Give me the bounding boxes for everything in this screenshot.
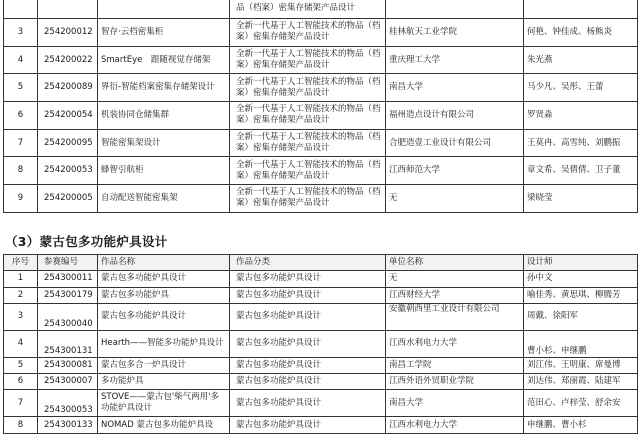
header-unit: 单位名称 [386,255,524,271]
cell-category: 蒙古包多功能炉具设计 [230,417,386,433]
cell-code [38,0,98,19]
cell-designer: 曹小杉、申继鹏 [524,330,638,357]
cell-category: 全新一代基于人工智能技术的物品（档案）密集存储架产品设计 [230,46,386,74]
cell-category: 蒙古包多功能炉具设计 [230,374,386,390]
cell-no: 6 [4,102,38,130]
cell-work: 智存·云档密集柜 [98,19,230,47]
cell-category: 蒙古包多功能炉具设计 [230,390,386,417]
cell-work: 机装协同仓储集群 [98,102,230,130]
cell-work: 蜂智引航柜 [98,157,230,185]
header-designer: 设计师 [524,255,638,271]
cell-work: 蒙古包多合一炉具设计 [98,357,230,373]
cell-code: 254300133 [38,417,98,433]
cell-work: STOVE——蒙古包'柴气两用'多功能炉具设计 [98,390,230,417]
cell-work: 自动配送智能密集架 [98,185,230,213]
cell-no: 9 [4,185,38,213]
table-row [4,357,638,373]
cell-category: 品（档案）密集存储架产品设计 [230,0,386,19]
cell-work [98,0,230,19]
table-header-row [4,255,638,271]
cell-no: 8 [4,157,38,185]
table-row [4,374,638,390]
cell-designer: 章文希、吴倩倩、卫子董 [524,157,638,185]
cell-no: 3 [4,303,38,330]
cell-designer [524,0,638,19]
cell-unit: 南昌大学 [386,390,524,417]
cell-designer: 何艳、钟佳成、杨熊炎 [524,19,638,47]
table-awards-part2 [3,254,638,434]
cell-designer: 申继鹏、曹小杉 [524,417,638,433]
cell-unit: 江西师范大学 [386,157,524,185]
cell-designer: 王莫冉、高雪纯、刘鹏振 [524,129,638,157]
cell-code: 254200054 [38,102,98,130]
cell-unit: 安徽朝西里工业设计有限公司 [386,303,524,330]
cell-work: 智能密集架设计 [98,129,230,157]
table-row [4,185,638,213]
cell-no: 6 [4,374,38,390]
table-awards-part1 [3,0,638,213]
cell-unit: 江西财经大学 [386,287,524,303]
cell-no: 4 [4,330,38,357]
cell-no: 7 [4,390,38,417]
cell-designer: 孙中文 [524,271,638,287]
cell-unit: 江西外语外贸职业学院 [386,374,524,390]
cell-no: 5 [4,74,38,102]
cell-code: 254200089 [38,74,98,102]
cell-code: 254300007 [38,374,98,390]
cell-designer: 罗贤淼 [524,102,638,130]
table-row [4,102,638,130]
cell-no: 4 [4,46,38,74]
cell-no: 5 [4,357,38,373]
cell-code: 254300131 [38,330,98,357]
cell-code: 254200005 [38,185,98,213]
header-work: 作品名称 [98,255,230,271]
cell-category: 全新一代基于人工智能技术的物品（档案）密集存储架产品设计 [230,157,386,185]
table-row [4,0,638,19]
cell-unit: 无 [386,185,524,213]
table-row [4,417,638,433]
cell-work: 蒙古包多功能炉具设计 [98,303,230,330]
cell-code: 254200053 [38,157,98,185]
cell-category: 全新一代基于人工智能技术的物品（档案）密集存储架产品设计 [230,74,386,102]
cell-work: 蒙古包多功能炉具设计 [98,271,230,287]
cell-work: 多功能炉具 [98,374,230,390]
cell-designer: 马少凡、吴彤、王蕾 [524,74,638,102]
cell-no: 7 [4,129,38,157]
cell-work: 界衍-智能档案密集存储架设计 [98,74,230,102]
cell-code: 254200095 [38,129,98,157]
table-row [4,287,638,303]
cell-code: 254300040 [38,303,98,330]
cell-category: 全新一代基于人工智能技术的物品（档案）密集存储架产品设计 [230,129,386,157]
cell-work: NOMAD 蒙古包多功能炉具设 [98,417,230,433]
cell-no: 8 [4,417,38,433]
cell-unit: 福州造点设计有限公司 [386,102,524,130]
cell-code: 254200022 [38,46,98,74]
cell-unit: 江西水利电力大学 [386,330,524,357]
cell-category: 全新一代基于人工智能技术的物品（档案）密集存储架产品设计 [230,102,386,130]
cell-unit: 重庆理工大学 [386,46,524,74]
table-row [4,303,638,330]
cell-designer: 朱光燕 [524,46,638,74]
cell-unit: 桂林航天工业学院 [386,19,524,47]
cell-work: Hearth——智能多功能炉具设计 [98,330,230,357]
cell-work: 蒙古包多功能炉具 [98,287,230,303]
cell-designer: 喻佳秀、黄思琪、柳腾芳 [524,287,638,303]
table-row [4,157,638,185]
cell-designer: 刘达伟、郑丽霞、陆建军 [524,374,638,390]
table-row [4,330,638,357]
cell-designer: 梁晓莹 [524,185,638,213]
header-no: 序号 [4,255,38,271]
table-row [4,46,638,74]
table-row [4,390,638,417]
cell-category: 全新一代基于人工智能技术的物品（档案）密集存储架产品设计 [230,19,386,47]
cell-designer: 范田心、卢梓莹、舒余安 [524,390,638,417]
table-row [4,271,638,287]
cell-unit: 无 [386,271,524,287]
table-row [4,129,638,157]
cell-category: 全新一代基于人工智能技术的物品（档案）密集存储架产品设计 [230,185,386,213]
cell-no: 2 [4,287,38,303]
cell-designer: 刘江伟、王明康、席曼博 [524,357,638,373]
cell-unit: 南昌大学 [386,74,524,102]
cell-code: 254300053 [38,390,98,417]
cell-code: 254200012 [38,19,98,47]
cell-no: 1 [4,271,38,287]
cell-category: 蒙古包多功能炉具设计 [230,303,386,330]
table-row [4,74,638,102]
cell-work: SmartEye 跟随视觉存储架 [98,46,230,74]
cell-designer: 周戴、徐阳军 [524,303,638,330]
cell-code: 254300081 [38,357,98,373]
cell-unit: 南昌工学院 [386,357,524,373]
cell-code: 254300179 [38,287,98,303]
cell-code: 254300011 [38,271,98,287]
cell-category: 蒙古包多功能炉具设计 [230,357,386,373]
table-row [4,19,638,47]
cell-category: 蒙古包多功能炉具设计 [230,287,386,303]
section-title: （3）蒙古包多功能炉具设计 [5,234,168,249]
header-code: 参赛编号 [38,255,98,271]
cell-unit: 江西水利电力大学 [386,417,524,433]
cell-category: 蒙古包多功能炉具设计 [230,271,386,287]
cell-unit: 合肥造壹工业设计有限公司 [386,129,524,157]
cell-no: 3 [4,19,38,47]
header-category: 作品分类 [230,255,386,271]
cell-category: 蒙古包多功能炉具设计 [230,330,386,357]
cell-unit [386,0,524,19]
cell-no [4,0,38,19]
